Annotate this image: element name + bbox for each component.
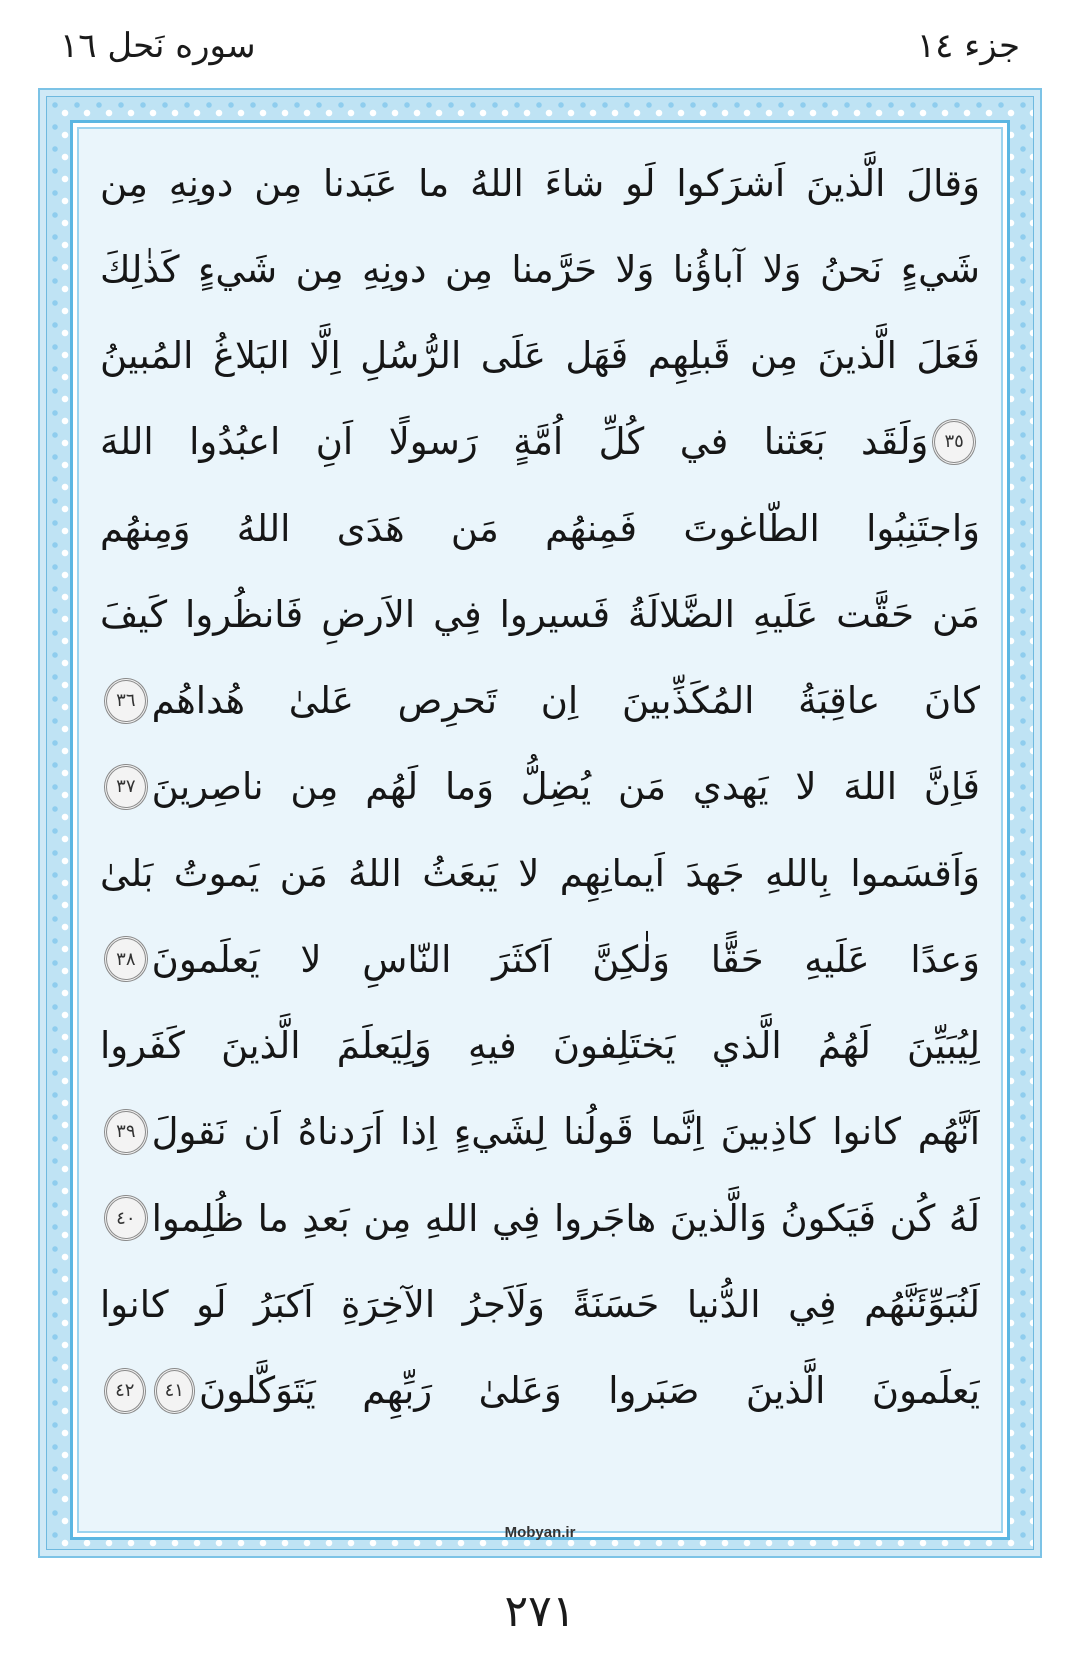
- quran-text: [100, 140, 980, 1520]
- verse-line-11: لِيُبَيِّنَ لَهُمُ الَّذي يَختَلِفونَ فيهِ وَلِيَعلَمَ الَّذينَ كَفَروا: [100, 1024, 980, 1068]
- verse-line-14: لَنُبَوِّئَنَّهُم فِي الدُّنيا حَسَنَةً وَلَاَجرُ الآخِرَةِ اَكبَرُ لَو كانوا: [100, 1282, 980, 1326]
- ayah-marker-42: ٤٢: [104, 1368, 146, 1414]
- verse-line-3: فَعَلَ الَّذينَ مِن قَبلِهِم فَهَل عَلَى الرُّسُلِ اِلَّا البَلاغُ المُبينُ: [100, 334, 980, 378]
- verse-line-12: اَنَّهُم كانوا كاذِبينَ اِنَّما قَولُنا لِشَيءٍ اِذا اَرَدناهُ اَن نَقولَ ٣٩: [100, 1089, 980, 1175]
- ayah-marker-36: ٣٦: [104, 678, 148, 724]
- verse-line-9: وَاَقسَموا بِاللهِ جَهدَ اَيمانِهِم لا يَبعَثُ اللهُ مَن يَموتُ بَلىٰ: [100, 851, 980, 895]
- ayah-marker-40: ٤٠: [104, 1195, 148, 1241]
- verse-line-4: ٣٥ وَلَقَد بَعَثنا في كُلِّ اُمَّةٍ رَسولًا اَنِ اعبُدُوا اللهَ: [100, 399, 980, 485]
- page-header: [60, 18, 1020, 74]
- watermark: Mobyan.ir: [504, 1524, 576, 1541]
- verse-line-7: كانَ عاقِبَةُ المُكَذِّبينَ اِن تَحرِص عَلىٰ هُداهُم ٣٦: [100, 658, 980, 744]
- page-number: ٢٧١: [504, 1586, 576, 1637]
- verse-line-1: وَقالَ الَّذينَ اَشرَكوا لَو شاءَ اللهُ ما عَبَدنا مِن دونِهِ مِن: [100, 161, 980, 205]
- ayah-marker-38: ٣٨: [104, 936, 148, 982]
- ayah-marker-41: ٤١: [154, 1368, 196, 1414]
- verse-line-8: فَاِنَّ اللهَ لا يَهدي مَن يُضِلُّ وَما لَهُم مِن ناصِرينَ ٣٧: [100, 744, 980, 830]
- verse-line-13: لَهُ كُن فَيَكونُ وَالَّذينَ هاجَروا فِي اللهِ مِن بَعدِ ما ظُلِموا ٤٠: [100, 1175, 980, 1261]
- verse-line-2: شَيءٍ نَحنُ وَلا آباؤُنا وَلا حَرَّمنا مِن دونِهِ مِن شَيءٍ كَذٰلِكَ: [100, 247, 980, 291]
- surah-label: سوره نَحل ١٦: [60, 26, 256, 66]
- verse-line-15: يَعلَمونَ الَّذينَ صَبَروا وَعَلىٰ رَبِّهِم يَتَوَكَّلونَ ٤١ ٤٢: [100, 1348, 980, 1434]
- verse-line-5: وَاجتَنِبُوا الطّاغوتَ فَمِنهُم مَن هَدَى اللهُ وَمِنهُم: [100, 506, 980, 550]
- verse-line-6: مَن حَقَّت عَلَيهِ الضَّلالَةُ فَسيروا فِي الاَرضِ فَانظُروا كَيفَ: [100, 592, 980, 636]
- ayah-marker-39: ٣٩: [104, 1109, 148, 1155]
- juz-label: جزء ١٤: [916, 26, 1020, 66]
- ayah-marker-37: ٣٧: [104, 764, 148, 810]
- ayah-marker-35: ٣٥: [932, 419, 976, 465]
- verse-line-10: وَعدًا عَلَيهِ حَقًّا وَلٰكِنَّ اَكثَرَ النّاسِ لا يَعلَمونَ ٣٨: [100, 916, 980, 1002]
